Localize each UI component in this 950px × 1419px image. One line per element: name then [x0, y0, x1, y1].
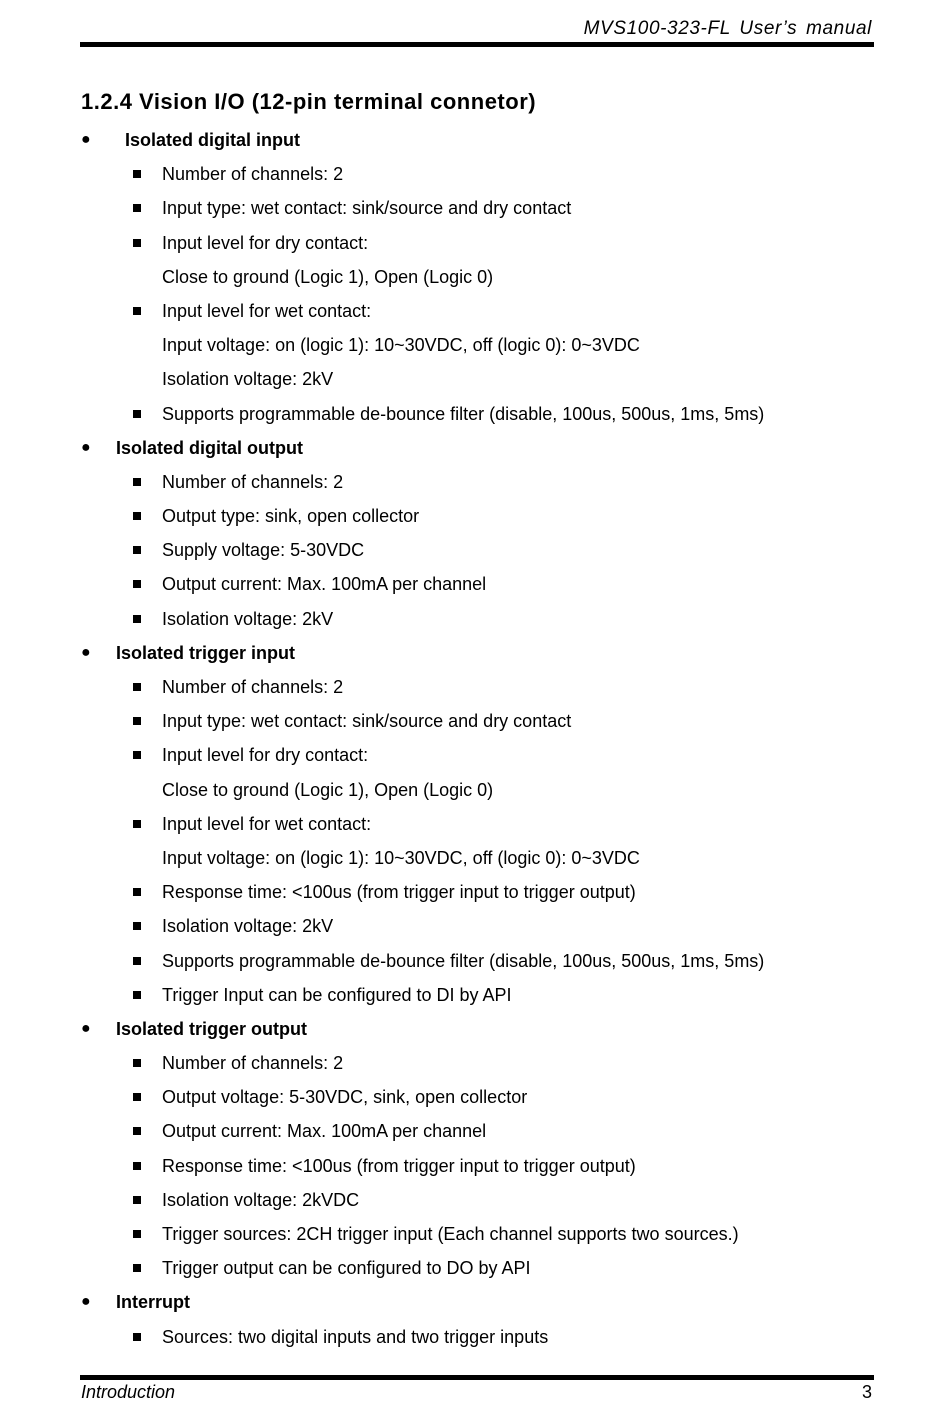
sub-item-text: Number of channels: 2 [162, 1053, 344, 1074]
bullet-label: Isolated digital input [125, 130, 300, 150]
sub-list-item [0, 602, 950, 636]
sub-item-text: Trigger sources: 2CH trigger input (Each channel supports two sources.) [162, 1224, 739, 1244]
sub-item-text: Supports programmable de-bounce filter (disable, 100us, 500us, 1ms, 5ms) [162, 403, 765, 424]
sub-item-text: Number of channels: 2 [162, 471, 344, 492]
sub-item-text: Input type: wet contact: sink/source and dry contact [162, 711, 572, 732]
running-header: MVS100-323-FL User’s manual [583, 18, 872, 39]
sub-list-item [0, 226, 950, 260]
sub-list-item [0, 1080, 950, 1114]
square-bullet-icon [133, 922, 141, 930]
sub-list-continuation [0, 328, 950, 362]
square-bullet-icon [133, 991, 141, 999]
sub-list-item [0, 533, 950, 567]
square-bullet-icon [133, 615, 141, 623]
bullet-dot-icon: ● [81, 643, 91, 661]
sub-item-text: Isolation voltage: 2kV [162, 916, 334, 937]
sub-item-text: Trigger Input can be configured to DI by API [162, 984, 512, 1005]
sub-list-item [0, 909, 950, 943]
footer-rule [80, 1375, 874, 1380]
sub-list-item [0, 1217, 950, 1251]
sub-list-item [0, 704, 950, 738]
sub-item-text: Input voltage: on (logic 1): 10~30VDC, off (logic 0): 0~3VDC [162, 847, 640, 868]
sub-item-text: Response time: <100us (from trigger input to trigger output) [162, 882, 636, 903]
sub-list-item [0, 1320, 950, 1354]
sub-item-text: Number of channels: 2 [162, 164, 344, 185]
square-bullet-icon [133, 1230, 141, 1238]
sub-item-text: Response time: <100us (from trigger input to trigger output) [162, 1155, 636, 1176]
square-bullet-icon [133, 239, 141, 247]
sub-item-text: Input level for dry contact: [162, 232, 369, 253]
sub-list-item [0, 465, 950, 499]
sub-item-text: Isolation voltage: 2kV [162, 608, 334, 629]
square-bullet-icon [133, 1059, 141, 1067]
bullet-dot-icon: ● [81, 438, 91, 456]
sub-item-text: Input voltage: on (logic 1): 10~30VDC, off (logic 0): 0~3VDC [162, 335, 640, 356]
bullet-item [0, 123, 950, 157]
sub-item-text: Output type: sink, open collector [162, 506, 420, 527]
sub-list-item [0, 738, 950, 772]
page-number: 3 [861, 1382, 872, 1402]
sub-list-item [0, 807, 950, 841]
square-bullet-icon [133, 683, 141, 691]
sub-item-text: Input level for wet contact: [162, 300, 372, 321]
sub-item-text: Trigger output can be configured to DO by API [162, 1258, 531, 1279]
square-bullet-icon [133, 546, 141, 554]
square-bullet-icon [133, 307, 141, 315]
bullet-dot-icon: ● [81, 1293, 91, 1311]
square-bullet-icon [133, 1162, 141, 1170]
sub-list-item [0, 1183, 950, 1217]
bullet-label: Isolated digital output [116, 437, 303, 458]
sub-item-text: Output current: Max. 100mA per channel [162, 574, 487, 595]
sub-item-text: Input level for wet contact: [162, 813, 372, 834]
bullet-item [0, 1012, 950, 1046]
sub-list-item [0, 191, 950, 225]
square-bullet-icon [133, 1127, 141, 1135]
sub-list-continuation [0, 362, 950, 396]
sub-item-text: Input type: wet contact: sink/source and dry contact [162, 198, 572, 219]
sub-list-item [0, 670, 950, 704]
sub-item-text: Close to ground (Logic 1), Open (Logic 0) [162, 779, 494, 800]
bullet-label: Isolated trigger output [116, 1018, 307, 1039]
square-bullet-icon [133, 410, 141, 418]
sub-item-text: Isolation voltage: 2kV [162, 369, 334, 390]
sub-item-text: Close to ground (Logic 1), Open (Logic 0) [162, 266, 494, 287]
sub-list-item [0, 1046, 950, 1080]
section-title: 1.2.4 Vision I/O (12-pin terminal connetor) [81, 89, 537, 114]
sub-list-continuation [0, 773, 950, 807]
sub-list-item [0, 567, 950, 601]
sub-item-text: Isolation voltage: 2kVDC [162, 1189, 360, 1210]
sub-item-text: Supply voltage: 5-30VDC [162, 540, 365, 561]
square-bullet-icon [133, 512, 141, 520]
sub-item-text: Output current: Max. 100mA per channel [162, 1121, 487, 1142]
bullet-item [0, 431, 950, 465]
sub-list-item [0, 499, 950, 533]
sub-list-item [0, 1149, 950, 1183]
square-bullet-icon [133, 751, 141, 759]
square-bullet-icon [133, 478, 141, 486]
square-bullet-icon [133, 820, 141, 828]
square-bullet-icon [133, 717, 141, 725]
sub-list-item [0, 875, 950, 909]
sub-list-item [0, 944, 950, 978]
sub-item-text: Input level for dry contact: [162, 745, 369, 766]
square-bullet-icon [133, 580, 141, 588]
bullet-dot-icon: ● [81, 1019, 91, 1037]
sub-item-text: Supports programmable de-bounce filter (disable, 100us, 500us, 1ms, 5ms) [162, 950, 765, 971]
sub-item-text: Sources: two digital inputs and two trigger inputs [162, 1326, 549, 1347]
spec-list [0, 123, 950, 1354]
footer-chapter: Introduction [81, 1382, 176, 1402]
square-bullet-icon [133, 1093, 141, 1101]
sub-list-item [0, 157, 950, 191]
header-rule [80, 42, 874, 47]
bullet-label: Isolated trigger input [116, 642, 296, 663]
bullet-item [0, 636, 950, 670]
square-bullet-icon [133, 204, 141, 212]
sub-list-continuation [0, 260, 950, 294]
sub-list-item [0, 1114, 950, 1148]
sub-item-text: Output voltage: 5-30VDC, sink, open collector [162, 1087, 528, 1108]
sub-list-item [0, 294, 950, 328]
square-bullet-icon [133, 1196, 141, 1204]
bullet-dot-icon: ● [81, 131, 91, 148]
bullet-label: Interrupt [116, 1292, 190, 1313]
sub-list-continuation [0, 841, 950, 875]
sub-list-item [0, 1251, 950, 1285]
square-bullet-icon [133, 957, 141, 965]
bullet-item [0, 1285, 950, 1319]
square-bullet-icon [133, 888, 141, 896]
square-bullet-icon [133, 1264, 141, 1272]
square-bullet-icon [133, 170, 141, 178]
sub-list-item [0, 397, 950, 431]
square-bullet-icon [133, 1333, 141, 1341]
sub-list-item [0, 978, 950, 1012]
sub-item-text: Number of channels: 2 [162, 677, 344, 697]
